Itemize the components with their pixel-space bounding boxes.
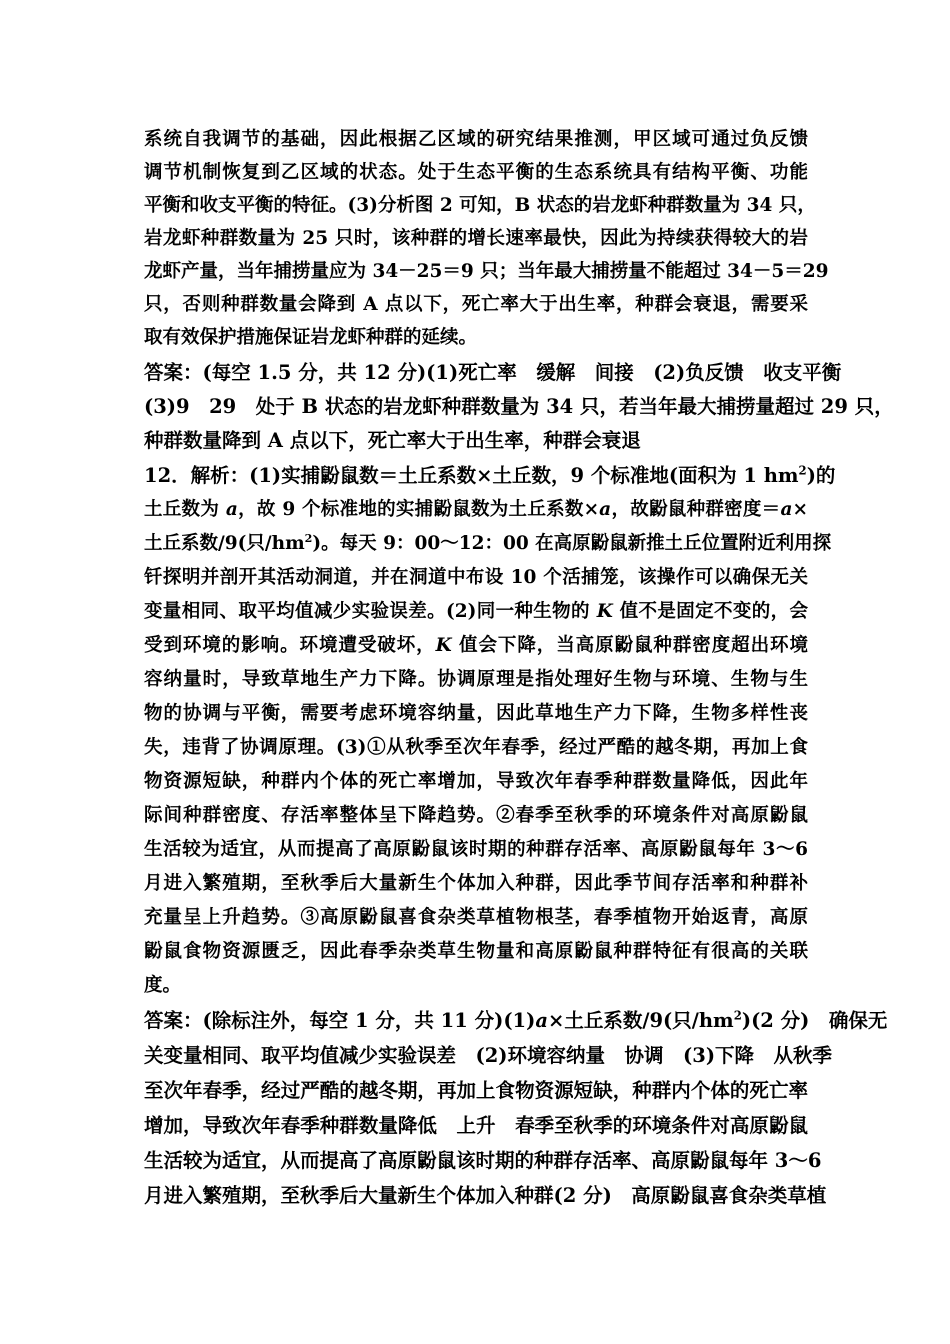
para1-line-2: 调节机制恢复到乙区域的状态。处于生态平衡的生态系统具有结构平衡、功能 (144, 162, 808, 183)
q12-sup-1: 2 (798, 463, 807, 478)
q12-text-2b: ，故 9 个标准地的实捕鼢鼠数为土丘系数× (237, 499, 600, 520)
q12-text-5a: 变量相同、取平均值减少实验误差。(2)同一种生物的 (144, 601, 597, 622)
q12-text-2d: × (792, 499, 808, 520)
answer2-label: 答案： (144, 1009, 203, 1032)
para1-line-4: 岩龙虾种群数量为 25 只时，该种群的增长速率最快，因此为持续获得较大的岩 (144, 228, 808, 249)
q12-line-15: 鼢鼠食物资源匮乏，因此春季杂类草生物量和高原鼢鼠种群特征有很高的关联 (144, 941, 808, 962)
q12-var-a-3: a (780, 499, 793, 520)
answer2-text-1b: ×土丘系数/9(只/hm (548, 1009, 734, 1032)
q12-text-5b: 值不是固定不变的，会 (612, 601, 808, 622)
q12-text-3b: )。每天 9：00～12：00 在高原鼢鼠新推土丘位置附近利用探 (312, 533, 832, 554)
q12-line-3 (144, 531, 832, 557)
para1-line-6: 只，否则种群数量会降到 A 点以下，死亡率大于出生率，种群会衰退，需要采 (144, 294, 808, 315)
q12-line-5 (144, 599, 808, 625)
para1-line-3: 平衡和收支平衡的特征。(3)分析图 2 可知，B 状态的岩龙虾种群数量为 34 只， (144, 195, 816, 216)
para1-line-1: 系统自我调节的基础，因此根据乙区域的研究结果推测，甲区域可通过负反馈 (144, 129, 808, 150)
answer2-line-3: 至次年春季，经过严酷的越冬期，再加上食物资源短缺，种群内个体的死亡率 (144, 1079, 808, 1102)
q12-line-12: 生活较为适宜，从而提高了高原鼢鼠该时期的种群存活率、高原鼢鼠每年 3～6 (144, 839, 808, 860)
q12-line-6 (144, 633, 808, 659)
q12-line-1 (144, 463, 836, 489)
q12-line-2 (144, 497, 808, 523)
q12-line-7: 容纳量时，导致草地生产力下降。协调原理是指处理好生物与环境、生物与生 (144, 669, 808, 690)
q12-var-k-1: K (596, 601, 613, 622)
q12-line-14: 充量呈上升趋势。③高原鼢鼠喜食杂类草植物根茎，春季植物开始返青，高原 (144, 907, 808, 928)
answer2-line-4: 增加，导致次年春季种群数量降低 上升 春季至秋季的环境条件对高原鼢鼠 (144, 1114, 808, 1137)
q12-text-2a: 土丘数为 (144, 499, 226, 520)
answer1-line-1 (144, 360, 842, 386)
para1-line-7: 取有效保护措施保证岩龙虾种群的延续。 (144, 327, 478, 348)
q12-line-10: 物资源短缺，种群内个体的死亡率增加，导致次年春季种群数量降低，因此年 (144, 771, 808, 792)
answer1-line-2: (3)9 29 处于 B 状态的岩龙虾种群数量为 34 只，若当年最大捕捞量超过 29 只， (144, 395, 894, 418)
q12-var-a-2: a (599, 499, 612, 520)
answer2-text-1c: )(2 分) 确保无 (741, 1009, 888, 1032)
q12-text-3a: 土丘系数/9(只/hm (144, 533, 305, 554)
q12-text-6a: 受到环境的影响。环境遭受破坏， (144, 635, 436, 656)
q12-text-6b: 值会下降，当高原鼢鼠种群密度超出环境 (451, 635, 808, 656)
q12-line-4: 钎探明并剖开其活动洞道，并在洞道中布设 10 个活捕笼，该操作可以确保无关 (144, 567, 808, 588)
para1-line-5: 龙虾产量，当年捕捞量应为 34－25＝9 只；当年最大捕捞量不能超过 34－5＝29 (144, 261, 829, 282)
q12-text-1a: (1)实捕鼢鼠数＝土丘系数×土丘数，9 个标准地(面积为 1 hm (249, 464, 799, 487)
answer2-line-6: 月进入繁殖期，至秋季后大量新生个体加入种群(2 分) 高原鼢鼠喜食杂类草植 (144, 1184, 827, 1207)
q12-text-1b: )的 (806, 464, 836, 487)
answer2-var-a: a (535, 1009, 548, 1032)
answer2-text-1a: (除标注外，每空 1 分，共 11 分)(1) (202, 1009, 536, 1032)
q12-var-k-2: K (435, 635, 452, 656)
answer2-line-2: 关变量相同、取平均值减少实验误差 (2)环境容纳量 协调 (3)下降 从秋季 (144, 1044, 833, 1067)
answer1-text-1: (每空 1.5 分，共 12 分)(1)死亡率 缓解 间接 (2)负反馈 收支平衡 (202, 361, 842, 384)
q12-label: 12．解析： (144, 464, 250, 487)
answer1-line-3: 种群数量降到 A 点以下，死亡率大于出生率，种群会衰退 (144, 429, 641, 452)
q12-text-2c: ，故鼢鼠种群密度＝ (611, 499, 781, 520)
answer2-line-1 (144, 1008, 888, 1034)
q12-line-13: 月进入繁殖期，至秋季后大量新生个体加入种群，因此季节间存活率和种群补 (144, 873, 808, 894)
q12-line-8: 物的协调与平衡，需要考虑环境容纳量，因此草地生产力下降，生物多样性丧 (144, 703, 808, 724)
q12-line-11: 际间种群密度、存活率整体呈下降趋势。②春季至秋季的环境条件对高原鼢鼠 (144, 805, 808, 826)
answer2-line-5: 生活较为适宜，从而提高了高原鼢鼠该时期的种群存活率、高原鼢鼠每年 3～6 (144, 1149, 822, 1172)
answer1-label: 答案： (144, 361, 203, 384)
answer2-sup: 2 (733, 1008, 742, 1023)
q12-line-16: 度。 (144, 975, 182, 996)
q12-var-a-1: a (225, 499, 238, 520)
q12-sup-3: 2 (304, 531, 313, 545)
q12-line-9: 失，违背了协调原理。(3)①从秋季至次年春季，经过严酷的越冬期，再加上食 (144, 737, 808, 758)
